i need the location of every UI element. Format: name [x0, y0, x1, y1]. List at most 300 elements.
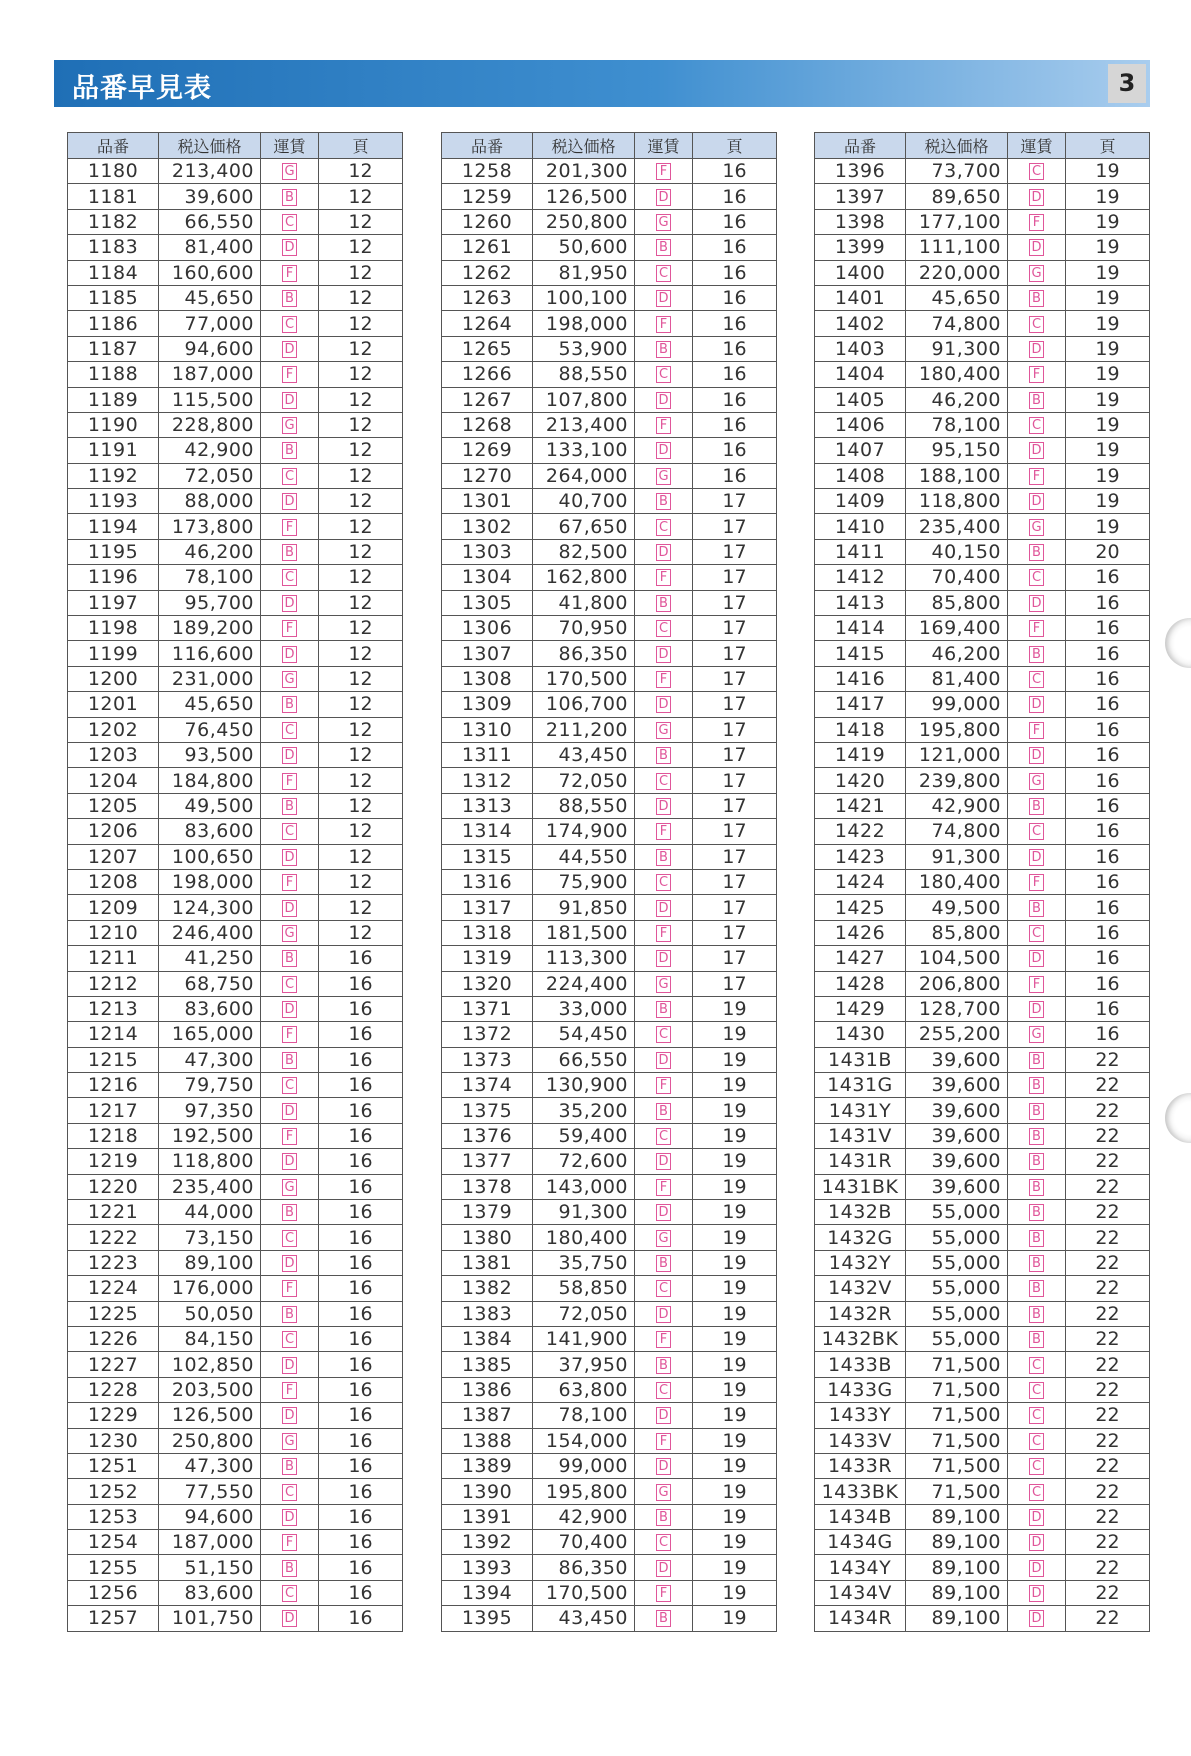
shipping-rank-badge: D — [282, 341, 297, 358]
page-cell: 16 — [1066, 844, 1150, 869]
price-cell: 94,600 — [159, 1504, 261, 1529]
shipping-cell — [1008, 869, 1066, 894]
price-cell: 93,500 — [159, 742, 261, 767]
shipping-rank-badge: D — [282, 493, 297, 510]
product-code-cell: 1255 — [68, 1555, 159, 1580]
page-cell: 12 — [319, 387, 403, 412]
shipping-rank-badge: C — [656, 366, 671, 383]
page-cell: 19 — [693, 1276, 777, 1301]
table-row — [68, 1377, 403, 1402]
shipping-cell — [261, 1250, 319, 1275]
shipping-rank-badge: F — [1029, 468, 1044, 485]
product-code-cell: 1258 — [442, 159, 533, 184]
table-row — [815, 1073, 1150, 1098]
product-code-cell: 1431B — [815, 1047, 906, 1072]
table-row — [68, 1225, 403, 1250]
table-row — [68, 412, 403, 437]
table-row — [815, 920, 1150, 945]
shipping-rank-badge: D — [282, 646, 297, 663]
shipping-rank-badge: F — [1029, 214, 1044, 231]
shipping-rank-badge: B — [1029, 1255, 1044, 1272]
page-cell: 16 — [693, 235, 777, 260]
shipping-rank-badge: C — [1029, 1433, 1044, 1450]
shipping-cell — [261, 1047, 319, 1072]
shipping-rank-badge: C — [1029, 1484, 1044, 1501]
product-code-cell: 1431R — [815, 1149, 906, 1174]
page-cell: 16 — [319, 1606, 403, 1631]
price-cell: 201,300 — [533, 159, 635, 184]
price-cell: 49,500 — [906, 895, 1008, 920]
product-code-cell: 1379 — [442, 1200, 533, 1225]
page-cell: 12 — [319, 260, 403, 285]
price-cell: 72,050 — [159, 463, 261, 488]
shipping-cell — [635, 1352, 693, 1377]
table-row — [68, 1403, 403, 1428]
table-row — [815, 1276, 1150, 1301]
shipping-cell — [1008, 895, 1066, 920]
shipping-cell — [261, 514, 319, 539]
shipping-cell — [635, 209, 693, 234]
shipping-cell — [1008, 184, 1066, 209]
product-code-cell: 1414 — [815, 616, 906, 641]
shipping-rank-badge: B — [656, 1610, 671, 1627]
product-code-cell: 1434R — [815, 1606, 906, 1631]
shipping-cell — [635, 844, 693, 869]
page-cell: 17 — [693, 666, 777, 691]
price-cell: 187,000 — [159, 1530, 261, 1555]
page-cell: 16 — [1066, 590, 1150, 615]
page-cell: 12 — [319, 717, 403, 742]
table-row — [815, 869, 1150, 894]
page-cell: 19 — [693, 1504, 777, 1529]
product-code-cell: 1314 — [442, 819, 533, 844]
product-code-cell: 1264 — [442, 311, 533, 336]
page-cell: 12 — [319, 819, 403, 844]
shipping-cell — [1008, 590, 1066, 615]
page-cell: 16 — [319, 996, 403, 1021]
product-code-cell: 1188 — [68, 362, 159, 387]
table-row — [815, 895, 1150, 920]
page-title: 品番早見表 — [72, 73, 212, 104]
shipping-rank-badge: F — [282, 1128, 297, 1145]
table-row — [815, 1022, 1150, 1047]
table-row — [815, 184, 1150, 209]
page-cell: 16 — [319, 1479, 403, 1504]
page-cell: 16 — [693, 336, 777, 361]
shipping-rank-badge: D — [282, 747, 297, 764]
price-cell: 239,800 — [906, 768, 1008, 793]
shipping-cell — [1008, 463, 1066, 488]
product-code-cell: 1371 — [442, 996, 533, 1021]
table-row — [815, 1530, 1150, 1555]
page-cell: 22 — [1066, 1428, 1150, 1453]
table-row — [815, 235, 1150, 260]
shipping-cell — [635, 1250, 693, 1275]
shipping-cell — [1008, 362, 1066, 387]
product-code-cell: 1266 — [442, 362, 533, 387]
table-row — [442, 819, 777, 844]
page-cell: 19 — [693, 1047, 777, 1072]
product-code-cell: 1420 — [815, 768, 906, 793]
price-cell: 170,500 — [533, 1580, 635, 1605]
page-cell: 16 — [1066, 768, 1150, 793]
page-cell: 22 — [1066, 1225, 1150, 1250]
shipping-rank-badge: C — [656, 874, 671, 891]
shipping-rank-badge: F — [282, 1280, 297, 1297]
price-cell: 46,200 — [159, 539, 261, 564]
page-cell: 22 — [1066, 1123, 1150, 1148]
table-row — [815, 1326, 1150, 1351]
product-code-cell: 1312 — [442, 768, 533, 793]
product-code-cell: 1216 — [68, 1073, 159, 1098]
price-cell: 95,150 — [906, 438, 1008, 463]
shipping-cell — [1008, 1073, 1066, 1098]
shipping-cell — [635, 920, 693, 945]
price-cell: 264,000 — [533, 463, 635, 488]
table-row — [815, 311, 1150, 336]
page-cell: 12 — [319, 590, 403, 615]
shipping-rank-badge: F — [656, 569, 671, 586]
product-code-cell: 1205 — [68, 793, 159, 818]
shipping-rank-badge: F — [282, 874, 297, 891]
product-code-cell: 1401 — [815, 285, 906, 310]
shipping-rank-badge: G — [282, 1179, 297, 1196]
shipping-cell — [635, 1276, 693, 1301]
product-code-cell: 1186 — [68, 311, 159, 336]
product-code-cell: 1270 — [442, 463, 533, 488]
shipping-cell — [1008, 996, 1066, 1021]
table-row — [68, 1428, 403, 1453]
shipping-cell — [261, 1504, 319, 1529]
shipping-cell — [635, 438, 693, 463]
shipping-cell — [635, 260, 693, 285]
shipping-cell — [261, 895, 319, 920]
shipping-rank-badge: F — [656, 925, 671, 942]
product-code-cell: 1396 — [815, 159, 906, 184]
shipping-cell — [261, 666, 319, 691]
table-row — [815, 819, 1150, 844]
shipping-rank-badge: B — [282, 189, 297, 206]
shipping-rank-badge: G — [282, 163, 297, 180]
product-code-cell: 1422 — [815, 819, 906, 844]
product-code-cell: 1200 — [68, 666, 159, 691]
shipping-rank-badge: D — [656, 290, 671, 307]
table-row — [442, 1453, 777, 1478]
shipping-cell — [1008, 489, 1066, 514]
page-cell: 22 — [1066, 1403, 1150, 1428]
product-code-cell: 1402 — [815, 311, 906, 336]
shipping-rank-badge: C — [1029, 316, 1044, 333]
shipping-rank-badge: F — [282, 1382, 297, 1399]
table-row — [815, 438, 1150, 463]
shipping-rank-badge: B — [1029, 900, 1044, 917]
shipping-rank-badge: F — [282, 620, 297, 637]
shipping-rank-badge: D — [656, 798, 671, 815]
table-row — [442, 1225, 777, 1250]
table-row — [68, 1606, 403, 1631]
table-row — [442, 489, 777, 514]
page-cell: 16 — [693, 463, 777, 488]
shipping-cell — [1008, 768, 1066, 793]
product-code-cell: 1433R — [815, 1453, 906, 1478]
price-cell: 250,800 — [533, 209, 635, 234]
price-cell: 71,500 — [906, 1479, 1008, 1504]
shipping-cell — [635, 1073, 693, 1098]
page-cell: 12 — [319, 235, 403, 260]
shipping-rank-badge: F — [656, 316, 671, 333]
page-cell: 17 — [693, 869, 777, 894]
product-code-cell: 1263 — [442, 285, 533, 310]
product-code-cell: 1221 — [68, 1200, 159, 1225]
page-cell: 19 — [1066, 209, 1150, 234]
table-row — [815, 1301, 1150, 1326]
table-row — [68, 1555, 403, 1580]
product-code-cell: 1423 — [815, 844, 906, 869]
price-cell: 180,400 — [906, 869, 1008, 894]
page-cell: 22 — [1066, 1149, 1150, 1174]
product-code-cell: 1377 — [442, 1149, 533, 1174]
page-cell: 17 — [693, 514, 777, 539]
table-row — [442, 996, 777, 1021]
price-cell: 104,500 — [906, 946, 1008, 971]
price-cell: 45,650 — [159, 285, 261, 310]
shipping-rank-badge: G — [656, 214, 671, 231]
shipping-cell — [261, 1123, 319, 1148]
price-cell: 246,400 — [159, 920, 261, 945]
table-row — [815, 1352, 1150, 1377]
shipping-cell — [261, 159, 319, 184]
table-row — [68, 971, 403, 996]
shipping-cell — [1008, 235, 1066, 260]
product-code-cell: 1431G — [815, 1073, 906, 1098]
table-header-row — [442, 133, 777, 159]
shipping-cell — [635, 1047, 693, 1072]
shipping-cell — [635, 1530, 693, 1555]
page-cell: 16 — [319, 1250, 403, 1275]
page-cell: 12 — [319, 438, 403, 463]
table-row — [68, 184, 403, 209]
price-cell: 46,200 — [906, 387, 1008, 412]
price-table-1-container — [67, 132, 403, 1632]
page-cell: 12 — [319, 184, 403, 209]
page-cell: 17 — [693, 793, 777, 818]
page-cell: 19 — [693, 1352, 777, 1377]
shipping-rank-badge: D — [1029, 239, 1044, 256]
product-code-cell: 1262 — [442, 260, 533, 285]
page-cell: 19 — [693, 1225, 777, 1250]
price-cell: 86,350 — [533, 1555, 635, 1580]
product-code-cell: 1194 — [68, 514, 159, 539]
product-code-cell: 1427 — [815, 946, 906, 971]
shipping-rank-badge: B — [1029, 1052, 1044, 1069]
price-cell: 42,900 — [906, 793, 1008, 818]
shipping-rank-badge: C — [656, 265, 671, 282]
table-row — [442, 1352, 777, 1377]
price-cell: 88,550 — [533, 362, 635, 387]
price-cell: 81,400 — [159, 235, 261, 260]
page-cell: 19 — [693, 1453, 777, 1478]
table-row — [815, 1200, 1150, 1225]
price-cell: 126,500 — [533, 184, 635, 209]
shipping-rank-badge: D — [1029, 442, 1044, 459]
product-code-cell: 1306 — [442, 616, 533, 641]
price-cell: 71,500 — [906, 1428, 1008, 1453]
page-cell: 19 — [693, 1580, 777, 1605]
product-code-cell: 1408 — [815, 463, 906, 488]
price-cell: 70,400 — [533, 1530, 635, 1555]
table-row — [442, 209, 777, 234]
shipping-rank-badge: C — [1029, 417, 1044, 434]
table-row — [442, 285, 777, 310]
product-code-cell: 1317 — [442, 895, 533, 920]
price-cell: 176,000 — [159, 1276, 261, 1301]
shipping-rank-badge: C — [656, 1382, 671, 1399]
price-cell: 78,100 — [906, 412, 1008, 437]
shipping-rank-badge: B — [1029, 1280, 1044, 1297]
table-row — [68, 514, 403, 539]
shipping-cell — [261, 1326, 319, 1351]
price-cell: 213,400 — [533, 412, 635, 437]
price-cell: 107,800 — [533, 387, 635, 412]
shipping-rank-badge: B — [656, 849, 671, 866]
header-shipping: 運賃 — [261, 133, 319, 159]
table-row — [442, 1555, 777, 1580]
shipping-rank-badge: C — [656, 1128, 671, 1145]
shipping-rank-badge: D — [1029, 341, 1044, 358]
shipping-cell — [1008, 1479, 1066, 1504]
shipping-cell — [635, 285, 693, 310]
table-row — [815, 539, 1150, 564]
table-row — [68, 1326, 403, 1351]
table-row — [815, 1047, 1150, 1072]
page-cell: 16 — [319, 1530, 403, 1555]
shipping-cell — [635, 514, 693, 539]
product-code-cell: 1405 — [815, 387, 906, 412]
page-cell: 17 — [693, 565, 777, 590]
page-cell: 16 — [319, 1301, 403, 1326]
shipping-rank-badge: B — [1029, 392, 1044, 409]
shipping-cell — [1008, 1047, 1066, 1072]
shipping-cell — [635, 1479, 693, 1504]
page-cell: 19 — [693, 1326, 777, 1351]
shipping-rank-badge: B — [656, 1001, 671, 1018]
product-code-cell: 1201 — [68, 692, 159, 717]
page-cell: 19 — [693, 1250, 777, 1275]
shipping-rank-badge: D — [282, 595, 297, 612]
price-cell: 44,550 — [533, 844, 635, 869]
table-row — [815, 1504, 1150, 1529]
shipping-cell — [635, 768, 693, 793]
table-row — [442, 565, 777, 590]
product-code-cell: 1390 — [442, 1479, 533, 1504]
shipping-cell — [635, 184, 693, 209]
table-row — [442, 590, 777, 615]
price-cell: 89,100 — [159, 1250, 261, 1275]
shipping-rank-badge: B — [282, 1560, 297, 1577]
product-code-cell: 1230 — [68, 1428, 159, 1453]
page-cell: 19 — [1066, 311, 1150, 336]
shipping-cell — [1008, 260, 1066, 285]
product-code-cell: 1203 — [68, 742, 159, 767]
product-code-cell: 1429 — [815, 996, 906, 1021]
shipping-cell — [635, 1403, 693, 1428]
page-cell: 16 — [319, 1225, 403, 1250]
page-cell: 16 — [693, 209, 777, 234]
price-cell: 49,500 — [159, 793, 261, 818]
shipping-cell — [635, 235, 693, 260]
product-code-cell: 1308 — [442, 666, 533, 691]
page-cell: 12 — [319, 159, 403, 184]
header-shipping: 運賃 — [1008, 133, 1066, 159]
shipping-rank-badge: F — [282, 519, 297, 536]
shipping-rank-badge: D — [656, 544, 671, 561]
shipping-cell — [1008, 209, 1066, 234]
product-code-cell: 1434V — [815, 1580, 906, 1605]
shipping-rank-badge: D — [282, 1001, 297, 1018]
page-cell: 19 — [693, 1403, 777, 1428]
product-code-cell: 1199 — [68, 641, 159, 666]
shipping-rank-badge: B — [282, 544, 297, 561]
shipping-rank-badge: G — [282, 1433, 297, 1450]
page-cell: 19 — [1066, 184, 1150, 209]
table-row — [68, 1174, 403, 1199]
shipping-cell — [635, 159, 693, 184]
shipping-rank-badge: C — [1029, 1458, 1044, 1475]
shipping-cell — [635, 539, 693, 564]
page-cell: 19 — [693, 1073, 777, 1098]
shipping-rank-badge: B — [1029, 1179, 1044, 1196]
price-cell: 118,800 — [159, 1149, 261, 1174]
shipping-cell — [1008, 565, 1066, 590]
shipping-cell — [635, 666, 693, 691]
page-cell: 16 — [693, 159, 777, 184]
product-code-cell: 1394 — [442, 1580, 533, 1605]
product-code-cell: 1410 — [815, 514, 906, 539]
price-cell: 85,800 — [906, 920, 1008, 945]
product-code-cell: 1302 — [442, 514, 533, 539]
page-cell: 17 — [693, 895, 777, 920]
shipping-cell — [1008, 1250, 1066, 1275]
product-code-cell: 1220 — [68, 1174, 159, 1199]
price-cell: 39,600 — [906, 1149, 1008, 1174]
table-row — [442, 1174, 777, 1199]
shipping-rank-badge: D — [1029, 1509, 1044, 1526]
shipping-rank-badge: C — [282, 1230, 297, 1247]
page-cell: 22 — [1066, 1073, 1150, 1098]
product-code-cell: 1261 — [442, 235, 533, 260]
page-cell: 17 — [693, 539, 777, 564]
table-row — [68, 159, 403, 184]
page-cell: 19 — [1066, 412, 1150, 437]
shipping-rank-badge: B — [1029, 1230, 1044, 1247]
shipping-cell — [261, 1555, 319, 1580]
page-cell: 12 — [319, 793, 403, 818]
table-row — [442, 1200, 777, 1225]
price-cell: 180,400 — [906, 362, 1008, 387]
product-code-cell: 1425 — [815, 895, 906, 920]
page-cell: 16 — [1066, 819, 1150, 844]
page-cell: 19 — [693, 1022, 777, 1047]
page-cell: 17 — [693, 971, 777, 996]
product-code-cell: 1428 — [815, 971, 906, 996]
product-code-cell: 1432R — [815, 1301, 906, 1326]
table-row — [68, 235, 403, 260]
price-cell: 39,600 — [906, 1073, 1008, 1098]
table-row — [68, 793, 403, 818]
table-row — [68, 1200, 403, 1225]
price-cell: 40,700 — [533, 489, 635, 514]
table-row — [815, 768, 1150, 793]
